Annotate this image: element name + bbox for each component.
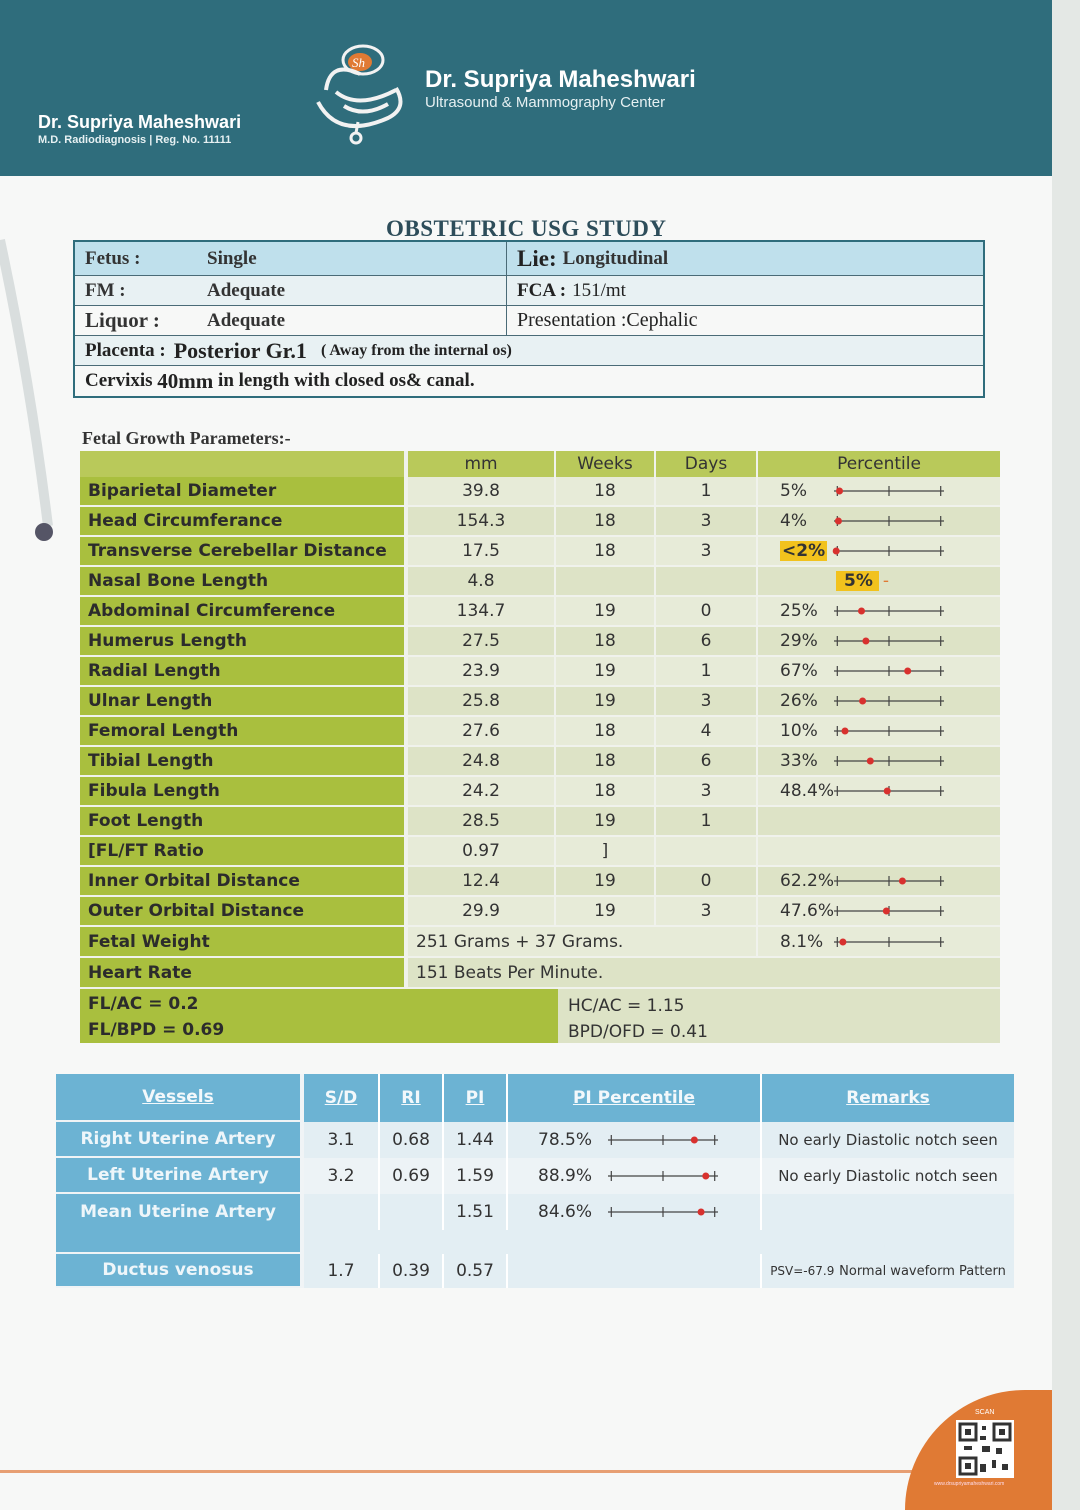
percentile-text: 67% <box>780 661 818 681</box>
parameter-days: 1 <box>656 657 758 687</box>
header-days: Days <box>656 451 758 477</box>
doppler-row <box>56 1122 1014 1158</box>
parameter-name: Head Circumferance <box>80 507 408 537</box>
ultrasound-probe-logo-icon <box>308 30 418 150</box>
parameter-mm: 4.8 <box>408 567 556 597</box>
percentile-marker <box>836 488 843 495</box>
fm-value: Adequate <box>207 279 286 301</box>
vessel-sd <box>304 1194 380 1230</box>
vessel-pi: 1.51 <box>444 1194 508 1230</box>
growth-row <box>80 837 1000 867</box>
parameter-percentile <box>758 717 1000 747</box>
growth-row <box>80 777 1000 807</box>
pi-percentile-text: 84.6% <box>538 1202 593 1222</box>
percentile-marker <box>691 1137 698 1144</box>
report-title: OBSTETRIC USG STUDY <box>386 216 667 241</box>
percentile-text: 29% <box>780 631 818 651</box>
vessel-remarks <box>762 1254 1014 1288</box>
parameter-mm: 28.5 <box>408 807 556 837</box>
percentile-marker <box>862 638 869 645</box>
growth-row <box>80 687 1000 717</box>
parameter-name: Ulnar Length <box>80 687 408 717</box>
remark-text: No early Diastolic notch seen <box>778 1131 998 1149</box>
parameter-days: 6 <box>656 747 758 777</box>
growth-row <box>80 747 1000 777</box>
fetal-weight-row <box>80 927 1000 958</box>
percentile-marker <box>899 878 906 885</box>
growth-row <box>80 597 1000 627</box>
fm-label: FM : <box>85 279 126 301</box>
qr-code-icon[interactable] <box>956 1420 1014 1478</box>
parameter-percentile <box>758 837 1000 867</box>
percentile-marker <box>884 788 891 795</box>
parameter-name: Outer Orbital Distance <box>80 897 408 927</box>
percentile-marker <box>835 518 842 525</box>
binder-rings-icon <box>0 180 60 580</box>
parameter-weeks: 18 <box>556 747 656 777</box>
header-percentile: Percentile <box>758 451 1000 477</box>
vessel-sd: 3.2 <box>304 1158 380 1194</box>
percentile-marker <box>904 668 911 675</box>
vessel-ri <box>380 1194 444 1230</box>
percentile-scale-icon <box>830 754 948 768</box>
pi-percentile-text: 78.5% <box>538 1130 593 1150</box>
parameter-days: 4 <box>656 717 758 747</box>
fl-bpd-ratio: FL/BPD = 0.69 <box>88 1020 225 1040</box>
percentile-scale-icon <box>830 604 948 618</box>
doppler-row <box>56 1194 1014 1254</box>
parameter-percentile <box>758 687 1000 717</box>
vessel-pi-percentile <box>508 1122 762 1158</box>
growth-row <box>80 867 1000 897</box>
parameter-mm: 17.5 <box>408 537 556 567</box>
parameter-mm: 0.97 <box>408 837 556 867</box>
footer-line <box>0 1470 1052 1473</box>
growth-row <box>80 567 1000 597</box>
fetus-value: Single <box>207 247 257 269</box>
vessel-pi-percentile <box>508 1254 762 1288</box>
parameter-name: Nasal Bone Length <box>80 567 408 597</box>
header-vessels: Vessels <box>56 1074 304 1122</box>
waveform-remark: Normal waveform Pattern <box>839 1263 1006 1279</box>
website-text: www.drsupriyamaheshwari.com <box>934 1481 1005 1487</box>
percentile-text: 48.4% <box>780 781 835 801</box>
percentile-text: <2% <box>782 541 826 561</box>
parameter-mm: 39.8 <box>408 477 556 507</box>
fetal-weight-percentile <box>758 927 1000 958</box>
fca-label: FCA : <box>517 279 567 301</box>
cervix-text-c: in length with closed os& canal. <box>218 370 475 391</box>
growth-row <box>80 717 1000 747</box>
parameter-weeks: 19 <box>556 597 656 627</box>
pi-percentile-text: 88.9% <box>538 1166 593 1186</box>
growth-row <box>80 807 1000 837</box>
bpd-ofd-ratio: BPD/OFD = 0.41 <box>568 1022 708 1042</box>
header-mm: mm <box>408 451 556 477</box>
percentile-marker <box>702 1173 709 1180</box>
parameter-days: 1 <box>656 807 758 837</box>
percentile-text: 26% <box>780 691 818 711</box>
parameter-weeks: 19 <box>556 657 656 687</box>
center-subtitle: Ultrasound & Mammography Center <box>425 94 666 111</box>
parameter-percentile <box>758 597 1000 627</box>
fetal-weight-label: Fetal Weight <box>80 927 408 958</box>
percentile-scale-icon <box>604 1205 722 1219</box>
growth-row <box>80 507 1000 537</box>
parameter-name: Inner Orbital Distance <box>80 867 408 897</box>
vessel-name: Mean Uterine Artery <box>56 1194 304 1254</box>
percentile-scale-icon <box>830 484 948 498</box>
parameter-percentile <box>758 477 1000 507</box>
percentile-scale-icon <box>830 514 948 528</box>
parameter-mm: 154.3 <box>408 507 556 537</box>
parameter-name: Femoral Length <box>80 717 408 747</box>
vessel-ri: 0.69 <box>380 1158 444 1194</box>
svg-text:Sh: Sh <box>352 55 365 70</box>
parameter-name: Transverse Cerebellar Distance <box>80 537 408 567</box>
percentile-marker <box>842 728 849 735</box>
percentile-text: 62.2% <box>780 871 835 891</box>
parameter-percentile <box>758 777 1000 807</box>
parameter-percentile <box>758 627 1000 657</box>
percentile-marker <box>833 548 840 555</box>
parameter-weeks: 19 <box>556 897 656 927</box>
parameter-mm: 24.8 <box>408 747 556 777</box>
parameter-days: 3 <box>656 537 758 567</box>
parameter-days: 3 <box>656 507 758 537</box>
liquor-label: Liquor : <box>85 308 160 332</box>
header-pi-percentile: PI Percentile <box>508 1074 762 1122</box>
parameter-days: 0 <box>656 867 758 897</box>
percentile-marker <box>859 698 866 705</box>
growth-section-title: Fetal Growth Parameters:- <box>82 428 291 448</box>
vessel-sd: 3.1 <box>304 1122 380 1158</box>
percentile-scale-icon <box>604 1133 722 1147</box>
parameter-days <box>656 837 758 867</box>
lie-label: Lie: <box>517 245 557 271</box>
parameter-days: 0 <box>656 597 758 627</box>
percentile-scale-icon <box>830 544 948 558</box>
percentile-scale-icon <box>830 904 948 918</box>
percentile-marker <box>883 908 890 915</box>
parameter-weeks: 18 <box>556 777 656 807</box>
percentile-scale-icon <box>830 874 948 888</box>
parameter-weeks: 18 <box>556 537 656 567</box>
parameter-name: Humerus Length <box>80 627 408 657</box>
doppler-row <box>56 1158 1014 1194</box>
doctor-name: Dr. Supriya Maheshwari <box>38 112 242 132</box>
parameter-name: [FL/FT Ratio <box>80 837 408 867</box>
heart-rate-label: Heart Rate <box>80 958 408 989</box>
parameter-days: 3 <box>656 687 758 717</box>
fetal-weight-pct-text: 8.1% <box>780 931 824 952</box>
percentile-text: 47.6% <box>780 901 835 921</box>
growth-header-row <box>80 451 1000 477</box>
vessel-name: Left Uterine Artery <box>56 1158 304 1194</box>
lie-value: Longitudinal <box>562 247 669 269</box>
parameter-percentile <box>758 807 1000 837</box>
parameter-days <box>656 567 758 597</box>
remark-text: No early Diastolic notch seen <box>778 1167 998 1185</box>
percentile-marker <box>858 608 865 615</box>
parameter-weeks: 18 <box>556 507 656 537</box>
parameter-weeks: 18 <box>556 627 656 657</box>
percentile-marker <box>867 758 874 765</box>
parameter-percentile <box>758 897 1000 927</box>
header-ri: RI <box>380 1074 444 1122</box>
doppler-table <box>56 1074 1014 1288</box>
parameter-name: Foot Length <box>80 807 408 837</box>
report-header <box>0 0 1052 176</box>
psv-value: PSV=-67.9 <box>770 1264 835 1278</box>
vessel-pi-percentile <box>508 1158 762 1194</box>
presentation-value: Presentation :Cephalic <box>517 309 698 331</box>
parameter-weeks <box>556 567 656 597</box>
scan-label: SCAN <box>975 1409 995 1416</box>
fetal-weight-value: 251 Grams + 37 Grams. <box>408 927 758 958</box>
parameter-name: Radial Length <box>80 657 408 687</box>
cervix-text-a: Cervixis <box>85 370 153 391</box>
parameter-days: 6 <box>656 627 758 657</box>
heart-rate-row <box>80 958 1000 989</box>
growth-row <box>80 897 1000 927</box>
vessel-sd: 1.7 <box>304 1254 380 1288</box>
percentile-highlight: 5% <box>836 571 879 591</box>
info-table <box>73 240 985 398</box>
percentile-scale-icon <box>830 935 948 949</box>
vessel-remarks <box>762 1194 1014 1230</box>
vessel-ri: 0.68 <box>380 1122 444 1158</box>
placenta-value: Posterior Gr.1 <box>173 337 307 363</box>
vessel-remarks <box>762 1158 1014 1194</box>
placenta-note: ( Away from the internal os) <box>320 341 512 359</box>
percentile-text: 5% <box>780 481 807 501</box>
percentile-text: 25% <box>780 601 818 621</box>
parameter-mm: 25.8 <box>408 687 556 717</box>
liquor-value: Adequate <box>207 309 286 331</box>
parameter-mm: 29.9 <box>408 897 556 927</box>
vessel-pi: 1.44 <box>444 1122 508 1158</box>
parameter-percentile <box>758 507 1000 537</box>
growth-row <box>80 477 1000 507</box>
header-pi: PI <box>444 1074 508 1122</box>
parameter-days: 3 <box>656 777 758 807</box>
parameter-percentile: 5% - <box>758 567 1000 597</box>
parameter-days: 3 <box>656 897 758 927</box>
parameter-weeks: 19 <box>556 807 656 837</box>
percentile-scale-icon <box>830 694 948 708</box>
parameter-name: Tibial Length <box>80 747 408 777</box>
vessel-pi: 1.59 <box>444 1158 508 1194</box>
doppler-row <box>56 1254 1014 1288</box>
parameter-percentile <box>758 537 1000 567</box>
parameter-name: Fibula Length <box>80 777 408 807</box>
vessel-ri: 0.39 <box>380 1254 444 1288</box>
vessel-name: Ductus venosus <box>56 1254 304 1288</box>
vessel-pi: 0.57 <box>444 1254 508 1288</box>
percentile-scale-icon <box>830 784 948 798</box>
fl-ac-ratio: FL/AC = 0.2 <box>88 994 199 1014</box>
parameter-percentile <box>758 657 1000 687</box>
growth-table <box>80 451 1000 1043</box>
percentile-scale-icon <box>830 664 948 678</box>
parameter-weeks: 19 <box>556 867 656 897</box>
hc-ac-ratio: HC/AC = 1.15 <box>568 996 685 1016</box>
percentile-scale-icon <box>830 634 948 648</box>
parameter-mm: 23.9 <box>408 657 556 687</box>
ratio-block <box>80 989 1000 1043</box>
parameter-weeks: ] <box>556 837 656 867</box>
parameter-weeks: 18 <box>556 477 656 507</box>
vessel-remarks <box>762 1122 1014 1158</box>
growth-header-blank <box>80 451 408 477</box>
parameter-percentile <box>758 747 1000 777</box>
fetus-label: Fetus : <box>85 247 141 269</box>
parameter-weeks: 18 <box>556 717 656 747</box>
doppler-header-row <box>56 1074 1014 1122</box>
doctor-credentials: M.D. Radiodiagnosis | Reg. No. 11111 <box>38 134 232 146</box>
center-name: Dr. Supriya Maheshwari <box>425 66 696 93</box>
percentile-text: 10% <box>780 721 818 741</box>
percentile-marker <box>839 938 846 945</box>
header-remarks: Remarks <box>846 1088 930 1108</box>
parameter-mm: 27.5 <box>408 627 556 657</box>
fca-value: 151/mt <box>572 279 626 301</box>
parameter-mm: 12.4 <box>408 867 556 897</box>
growth-row <box>80 627 1000 657</box>
header-sd: S/D <box>304 1074 380 1122</box>
percentile-text: 33% <box>780 751 818 771</box>
parameter-mm: 24.2 <box>408 777 556 807</box>
parameter-mm: 27.6 <box>408 717 556 747</box>
parameter-name: Abdominal Circumference <box>80 597 408 627</box>
heart-rate-value: 151 Beats Per Minute. <box>408 958 1000 989</box>
parameter-name: Biparietal Diameter <box>80 477 408 507</box>
percentile-marker <box>698 1209 705 1216</box>
percentile-text: 4% <box>780 511 807 531</box>
vessel-pi-percentile <box>508 1194 762 1230</box>
parameter-percentile <box>758 867 1000 897</box>
parameter-weeks: 19 <box>556 687 656 717</box>
percentile-scale-icon <box>830 724 948 738</box>
growth-row <box>80 537 1000 567</box>
growth-row <box>80 657 1000 687</box>
placenta-label: Placenta : <box>85 339 166 361</box>
header-weeks: Weeks <box>556 451 656 477</box>
vessel-name: Right Uterine Artery <box>56 1122 304 1158</box>
percentile-scale-icon <box>604 1169 722 1183</box>
parameter-days: 1 <box>656 477 758 507</box>
cervix-length: 40mm <box>157 368 214 393</box>
parameter-mm: 134.7 <box>408 597 556 627</box>
